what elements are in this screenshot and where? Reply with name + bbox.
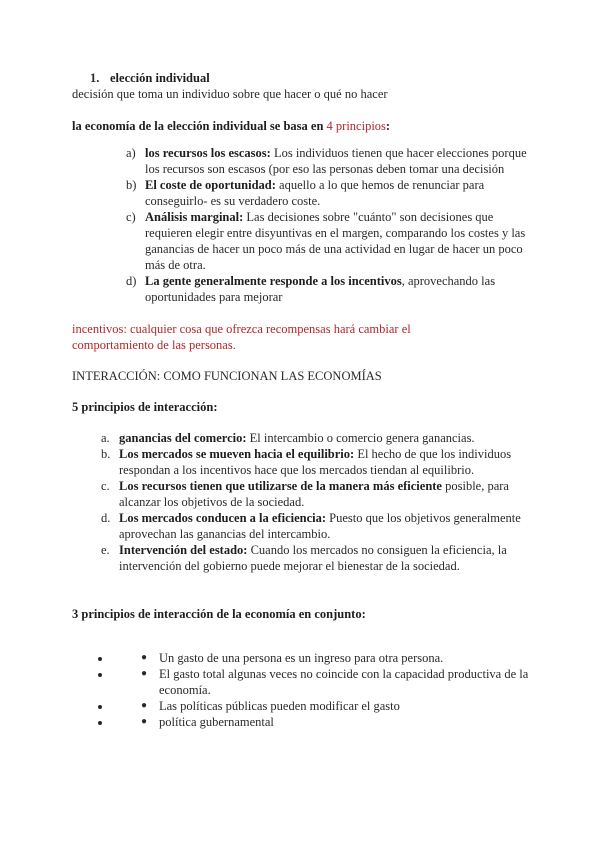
whole-economy-heading: 3 principios de interacción de la economía en conjunto: bbox=[72, 607, 366, 621]
principles-count-highlight: 4 principios bbox=[326, 119, 386, 133]
section-definition: decisión que toma un individuo sobre que hacer o qué no hacer bbox=[72, 87, 388, 101]
interaction-item: a. ganancias del comercio: El intercambio o comercio genera ganancias. bbox=[101, 431, 475, 445]
bullet-icon: • ● bbox=[141, 651, 148, 663]
bullet-item: • ● Las políticas públicas pueden modificar el gasto bbox=[112, 698, 532, 714]
interaction-subheading: 5 principios de interacción: bbox=[72, 400, 218, 414]
incentives-note: incentivos: cualquier cosa que ofrezca recompensas hará cambiar el comportamiento de las personas. bbox=[72, 322, 411, 352]
bullet-icon: • ● bbox=[141, 699, 148, 711]
section-number: 1. bbox=[90, 71, 100, 85]
principle-item: c) Análisis marginal: Las decisiones sobre "cuánto" son decisiones que requieren elegir entre disyuntivas en el margen, comparando los costes y las ganancias de hacer un poco más de una actividad en lugar de hacer un poco más de otra. bbox=[126, 210, 526, 272]
principle-item: a) los recursos los escasos: Los individuos tienen que hacer elecciones porque los recursos son escasos (por eso las personas deben tomar una decisión bbox=[126, 146, 527, 176]
whole-economy-list bbox=[72, 650, 532, 730]
bullet-item: • ● política gubernamental bbox=[112, 714, 532, 730]
principles-intro: la economía de la elección individual se basa en 4 principios: bbox=[72, 119, 391, 133]
principles-list bbox=[72, 145, 532, 305]
interaction-item: b. Los mercados se mueven hacia el equilibrio: El hecho de que los individuos respondan a los incentivos hace que los mercados tiendan al equilibrio. bbox=[101, 447, 512, 477]
interaction-heading: INTERACCIÓN: COMO FUNCIONAN LAS ECONOMÍAS bbox=[72, 369, 382, 383]
bullet-item: • ● Un gasto de una persona es un ingreso para otra persona. bbox=[112, 650, 532, 666]
section-title: elección individual bbox=[110, 71, 210, 85]
bullet-item: • ● El gasto total algunas veces no coincide con la capacidad productiva de la economía. bbox=[112, 666, 532, 698]
principle-item: b) El coste de oportunidad: aquello a lo que hemos de renunciar para conseguirlo- es su verdadero coste. bbox=[126, 178, 485, 208]
interaction-item: e. Intervención del estado: Cuando los mercados no consiguen la eficiencia, la intervención del gobierno puede mejorar el bienestar de la sociedad. bbox=[101, 543, 507, 573]
interaction-item: d. Los mercados conducen a la eficiencia: Puesto que los objetivos generalmente aprovechan las ganancias del intercambio. bbox=[101, 511, 521, 541]
document-page bbox=[72, 70, 532, 742]
interaction-item: c. Los recursos tienen que utilizarse de la manera más eficiente posible, para alcanzar los objetivos de la sociedad. bbox=[101, 479, 509, 509]
principle-item: d) La gente generalmente responde a los incentivos, aprovechando las oportunidades para mejorar bbox=[126, 274, 496, 304]
bullet-icon: • ● bbox=[141, 667, 148, 679]
interaction-list bbox=[72, 430, 532, 574]
section-heading bbox=[90, 70, 532, 86]
bullet-icon: • ● bbox=[141, 715, 148, 727]
